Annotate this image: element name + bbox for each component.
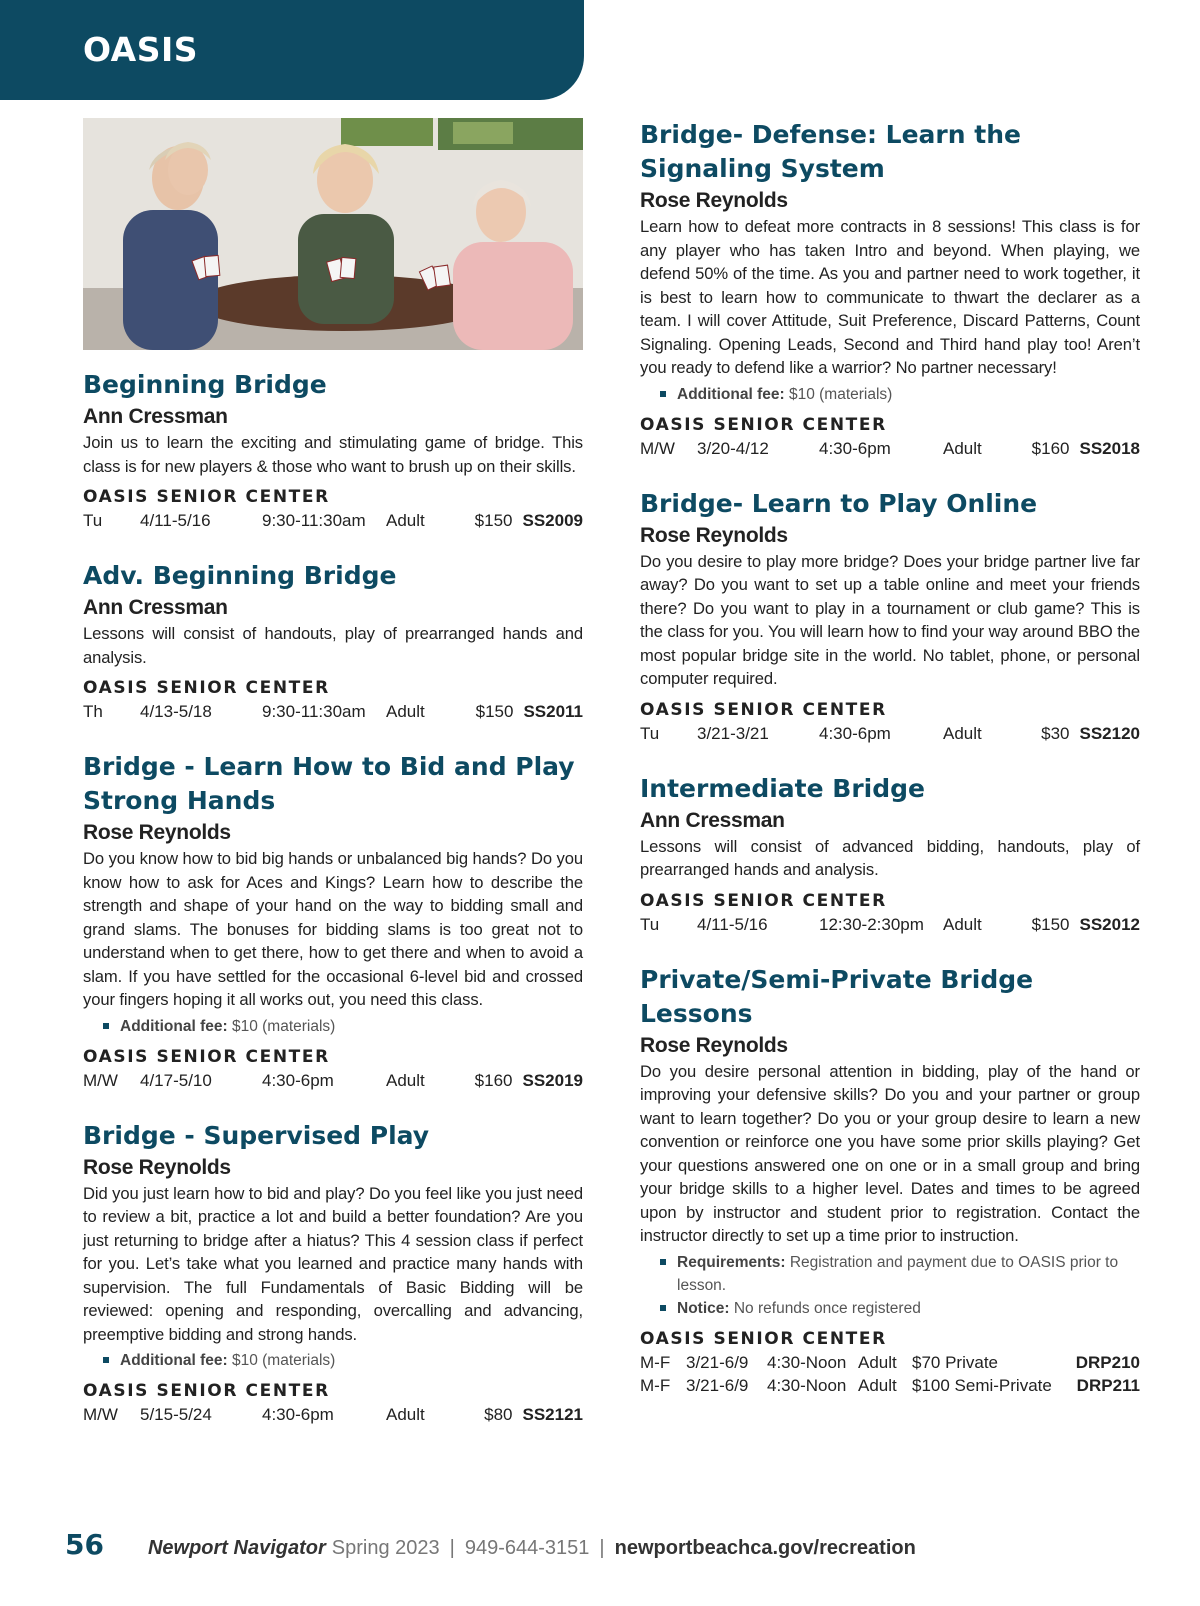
fee-note-label: Additional fee: [120, 1017, 228, 1035]
course-title: Bridge - Supervised Play [83, 1120, 430, 1150]
schedule-dates: 5/15-5/24 [140, 1405, 212, 1424]
course-notes [103, 1015, 583, 1038]
schedule-fee: $150 [474, 511, 513, 530]
schedule-dates: 3/21-3/21 [697, 723, 769, 743]
schedule-days: Tu [640, 914, 660, 934]
schedule-course-code: SS2018 [1079, 438, 1140, 458]
requirements-text: Registration and payment due to OASIS prior to lesson. [677, 1253, 1119, 1294]
magazine-season: Spring 2023 [331, 1537, 440, 1559]
course-schedule-row [83, 1403, 583, 1426]
course-instructor: Rose Reynolds [640, 1033, 788, 1057]
schedule-fee: $160 [1031, 438, 1070, 458]
fee-note-label: Additional fee: [677, 385, 785, 403]
schedule-age: Adult [858, 1352, 897, 1372]
notice-text: No refunds once registered [733, 1299, 921, 1317]
notice-note [660, 1297, 1140, 1320]
magazine-name: Newport Navigator [147, 1537, 326, 1559]
schedule-time: 4:30-Noon [767, 1352, 847, 1372]
schedule-dates: 3/21-6/9 [686, 1375, 749, 1395]
course-adv-beginning-bridge [83, 559, 583, 723]
course-title: Adv. Beginning Bridge [83, 561, 397, 590]
right-column [640, 118, 1140, 1424]
schedule-fee: $70 Private [912, 1352, 998, 1372]
course-beginning-bridge [83, 368, 583, 532]
schedule-age: Adult [386, 1070, 425, 1090]
schedule-days: M/W [83, 1405, 118, 1424]
schedule-time: 12:30-2:30pm [819, 914, 924, 934]
schedule-age: Adult [943, 914, 982, 934]
course-description: Lessons will consist of handouts, play of prearranged hands and analysis. [83, 624, 583, 667]
schedule-days: M/W [640, 438, 675, 458]
course-supervised-play [83, 1119, 583, 1427]
course-schedule-row [640, 1374, 1140, 1397]
schedule-fee: $160 [474, 1070, 513, 1090]
course-instructor: Rose Reynolds [640, 189, 788, 212]
schedule-fee: $150 [475, 702, 514, 721]
schedule-course-code: SS2011 [523, 702, 583, 721]
schedule-days: M/W [83, 1070, 118, 1090]
course-schedule-row [640, 913, 1140, 936]
course-description: Do you desire to play more bridge? Does your bridge partner live far away? Do you want to set up a table online and meet your friends there? Do you want to play in a tournament or club game? This is the class for you. You will learn how to find your way around BBO the most popular bridge site in the world. No tablet, phone, or personal computer required. [640, 551, 1140, 688]
footer-separator: | [449, 1537, 455, 1559]
fee-note-text: $10 (materials) [231, 1352, 336, 1369]
course-location: OASIS SENIOR CENTER [640, 890, 887, 911]
schedule-days: M-F [640, 1375, 671, 1395]
schedule-dates: 3/20-4/12 [697, 438, 769, 458]
course-schedule-row [640, 437, 1140, 460]
course-notes [103, 1349, 583, 1372]
course-schedule-row [83, 700, 583, 723]
course-schedule-row [83, 1069, 583, 1092]
course-title: Bridge - Learn How to Bid and Play Strong Hands [83, 752, 575, 815]
schedule-time: 4:30-Noon [767, 1375, 847, 1395]
course-intermediate-bridge [640, 772, 1140, 936]
bridge-players-photo [83, 118, 583, 350]
schedule-fee: $30 [1041, 723, 1070, 743]
course-learn-to-play-online [640, 487, 1140, 745]
course-defense-signaling [640, 118, 1140, 460]
course-title: Beginning Bridge [83, 370, 327, 399]
left-column [83, 118, 583, 1453]
course-schedule-row [640, 722, 1140, 745]
course-description: Join us to learn the exciting and stimulating game of bridge. This class is for new players & those who want to brush up on their skills. [83, 433, 583, 476]
schedule-course-code: DRP210 [1075, 1352, 1140, 1372]
schedule-dates: 4/11-5/16 [697, 914, 768, 934]
schedule-course-code: SS2120 [1079, 723, 1140, 743]
schedule-time: 4:30-6pm [262, 1405, 334, 1424]
section-header-tab [0, 0, 584, 100]
course-description: Did you just learn how to bid and play? Do you feel like you just need to review a bit, practice a lot and build a better foundation? Are you just returning to bridge after a hiatus? This 4 session class if perfect for you. Let’s take what you learned and practice many hands with supervision. The full Fundamentals of Basic Bidding will be reviewed: opening and responding, overcalling and advancing, preemptive bidding and strong hands. [83, 1183, 583, 1344]
course-title: Bridge- Defense: Learn the Signaling System [640, 120, 1021, 183]
course-notes [660, 1251, 1140, 1320]
footer-separator: | [599, 1537, 605, 1559]
schedule-days: Tu [640, 723, 660, 743]
fee-note [103, 1015, 583, 1038]
course-private-lessons [640, 963, 1140, 1397]
course-schedule-row [83, 509, 583, 532]
photo-illustration [83, 118, 583, 350]
schedule-age: Adult [943, 723, 982, 743]
requirements-label: Requirements: [677, 1253, 786, 1271]
course-instructor: Ann Cressman [83, 405, 228, 428]
schedule-course-code: SS2012 [1079, 914, 1140, 934]
course-instructor: Ann Cressman [83, 596, 228, 619]
schedule-course-code: SS2009 [522, 511, 583, 530]
schedule-time: 9:30-11:30am [262, 511, 366, 530]
course-location: OASIS SENIOR CENTER [83, 487, 330, 507]
course-schedule-row [640, 1351, 1140, 1374]
schedule-dates: 4/17-5/10 [140, 1070, 212, 1090]
notice-label: Notice: [677, 1299, 730, 1317]
footer-url[interactable]: newportbeachca.gov/recreation [614, 1537, 916, 1559]
schedule-dates: 4/13-5/18 [140, 702, 212, 721]
schedule-time: 4:30-6pm [262, 1070, 334, 1090]
section-title: OASIS [83, 30, 199, 69]
course-notes [660, 383, 1140, 406]
schedule-age: Adult [943, 438, 982, 458]
schedule-dates: 3/21-6/9 [686, 1352, 749, 1372]
course-description: Lessons will consist of advanced bidding, handouts, play of prearranged hands and analysis. [640, 836, 1140, 879]
course-instructor: Rose Reynolds [83, 821, 231, 844]
schedule-time: 4:30-6pm [819, 438, 891, 458]
course-location: OASIS SENIOR CENTER [640, 414, 887, 435]
schedule-time: 9:30-11:30am [262, 702, 366, 721]
course-title: Bridge- Learn to Play Online [640, 488, 1038, 518]
schedule-age: Adult [858, 1375, 897, 1395]
schedule-fee: $150 [1031, 914, 1070, 934]
course-location: OASIS SENIOR CENTER [640, 699, 887, 720]
course-description: Do you desire personal attention in bidding, play of the hand or improving your defensive skills? Do you and your partner or group want to learn together? Do you or your group desire to learn a new convention or reinforce one you have some prior skills playing? Get your questions answered one on one or in a small group and bring your bridge skills to a higher level. Dates and times to be agreed upon by instructor and student prior to registration. Contact the instructor directly to set up a time prior to instruction. [640, 1061, 1140, 1245]
course-instructor: Ann Cressman [640, 808, 785, 832]
course-location: OASIS SENIOR CENTER [640, 1328, 887, 1349]
fee-note-text: $10 (materials) [231, 1017, 336, 1035]
schedule-age: Adult [386, 1405, 425, 1424]
course-location: OASIS SENIOR CENTER [83, 1381, 330, 1401]
course-title: Intermediate Bridge [640, 773, 925, 803]
schedule-fee: $80 [484, 1405, 513, 1424]
schedule-fee: $100 Semi-Private [912, 1375, 1052, 1395]
page-footer [65, 1528, 916, 1568]
schedule-time: 4:30-6pm [819, 723, 891, 743]
schedule-days: Th [83, 702, 103, 721]
course-instructor: Rose Reynolds [640, 523, 788, 547]
fee-note-text: $10 (materials) [788, 385, 893, 403]
fee-note [103, 1349, 583, 1372]
schedule-dates: 4/11-5/16 [140, 511, 211, 530]
schedule-course-code: SS2019 [522, 1070, 583, 1090]
schedule-age: Adult [386, 702, 425, 721]
footer-phone: 949-644-3151 [464, 1537, 590, 1559]
schedule-age: Adult [386, 511, 425, 530]
page-number: 56 [65, 1528, 104, 1561]
schedule-course-code: SS2121 [522, 1405, 583, 1424]
course-bid-and-play-strong-hands [83, 750, 583, 1092]
schedule-days: Tu [83, 511, 103, 530]
course-description: Learn how to defeat more contracts in 8 sessions! This class is for any player who has taken Intro and beyond. When playing, we defend 50% of the time. As you and partner need to work together, it is best to learn how to communicate to thwart the declarer as a team. I will cover Attitude, Suit Preference, Discard Patterns, Count Signaling. Opening Leads, Second and Third hand play too! Aren’t you ready to defend like a warrior? No partner necessary! [640, 217, 1140, 377]
course-location: OASIS SENIOR CENTER [83, 1046, 330, 1067]
course-title: Private/Semi-Private Bridge Lessons [640, 964, 1034, 1028]
schedule-course-code: DRP211 [1076, 1375, 1140, 1395]
fee-note-label: Additional fee: [120, 1352, 228, 1369]
schedule-days: M-F [640, 1352, 671, 1372]
course-instructor: Rose Reynolds [83, 1155, 231, 1179]
course-location: OASIS SENIOR CENTER [83, 678, 330, 698]
requirements-note [660, 1251, 1140, 1297]
course-description: Do you know how to bid big hands or unbalanced big hands? Do you know how to ask for Aces and Kings? Learn how to describe the strength and shape of your hand on the way to bidding small and grand slams. The bonuses for bidding slams is too great not to understand when to get there, how to get there and when to avoid a slam. If you have settled for the occasional 6-level bid and crossed your fingers hoping it all works out, you need this class. [83, 849, 583, 1009]
fee-note [660, 383, 1140, 406]
